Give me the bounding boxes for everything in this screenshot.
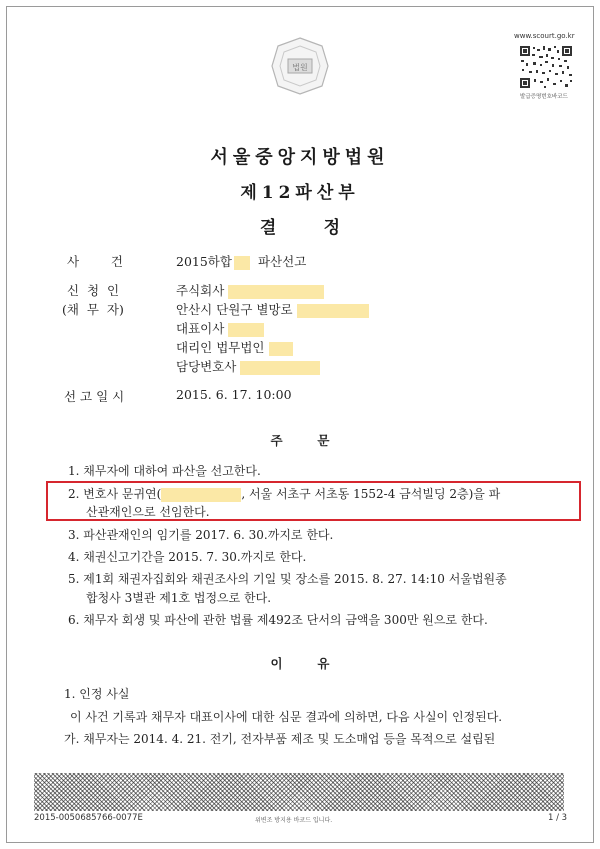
lawyer-label: 담당변호사 (176, 359, 237, 374)
debtor-label: (채 무 자) (62, 302, 124, 317)
order-item-2-part-a: 2. 변호사 문귀연( (68, 487, 162, 501)
case-title: 파산선고 (257, 254, 307, 269)
case-number (176, 252, 306, 270)
order-item-2 (68, 485, 500, 502)
qr-code-icon (518, 44, 574, 90)
document-type: 결 정 (259, 218, 341, 238)
reason-line-2: 가. 채무자는 2014. 4. 21. 전기, 전자부품 제조 및 도소매업 등을 목적으로 설립된 (64, 732, 496, 746)
declaration-value: 2015. 6. 17. 10:00 (176, 387, 292, 402)
redaction-mark (240, 361, 320, 375)
order-item-3: 3. 파산관재인의 임기를 2017. 6. 30.까지로 한다. (68, 528, 334, 542)
applicant-agent (176, 338, 293, 356)
page-number: 1 / 3 (548, 813, 568, 823)
order-item-2-part-b: , 서울 서초구 서초동 1552-4 금석빌딩 2층)을 파 (241, 487, 501, 501)
order-item-5: 5. 제1회 채권자집회와 채권조사의 기일 및 장소를 2015. 8. 27. 14:10 서울법원종 (68, 572, 507, 586)
reason-section-title: 1. 인정 사실 (64, 687, 130, 701)
court-name: 서울중앙지방법원 (210, 147, 390, 168)
address-label: 안산시 단원구 별망로 (176, 302, 293, 317)
applicant-lawyer (176, 357, 320, 375)
site-url: www.scourt.go.kr (514, 32, 575, 40)
case-label: 사 건 (67, 254, 123, 269)
division-name: 제12파산부 (240, 183, 360, 203)
reason-line-1: 이 사건 기록과 채무자 대표이사에 대한 심문 결과에 의하면, 다음 사실이 인정된다. (70, 710, 503, 724)
agent-label: 대리인 법무법인 (176, 340, 265, 355)
redaction-mark (234, 256, 250, 270)
order-item-1: 1. 채무자에 대하여 파산을 선고한다. (68, 464, 261, 478)
document-id: 2015-0050685766-0077E (34, 813, 143, 823)
qr-caption: 발급증명번호바코드 (520, 94, 568, 100)
case-number-prefix: 2015하합 (176, 254, 232, 269)
ceo-label: 대표이사 (176, 321, 225, 336)
redaction-mark (161, 488, 241, 502)
order-item-6: 6. 채무자 회생 및 파산에 관한 법률 제492조 단서의 금액을 300만 원으로 한다. (68, 613, 488, 627)
barcode-notice: 위변조 방지용 바코드 입니다. (255, 817, 333, 824)
applicant-address (176, 300, 369, 318)
company-label: 주식회사 (176, 283, 225, 298)
svg-text:법원: 법원 (292, 63, 308, 72)
order-item-2-cont: 산관재인으로 선임한다. (86, 505, 210, 519)
reason-heading: 이 유 (270, 656, 330, 671)
anti-forgery-barcode (34, 773, 564, 811)
applicant-label: 신 청 인 (67, 283, 120, 298)
order-item-4: 4. 채권신고기간을 2015. 7. 30.까지로 한다. (68, 550, 307, 564)
applicant-ceo (176, 319, 264, 337)
applicant-company (176, 281, 324, 299)
order-item-5-cont: 합청사 3별관 제1호 법정으로 한다. (86, 591, 272, 605)
redaction-mark (269, 342, 293, 356)
redaction-mark (228, 323, 264, 337)
court-seal-icon (270, 36, 330, 96)
order-heading: 주 문 (270, 433, 330, 448)
redaction-mark (228, 285, 324, 299)
redaction-mark (297, 304, 369, 318)
declaration-label: 선 고 일 시 (64, 389, 125, 404)
